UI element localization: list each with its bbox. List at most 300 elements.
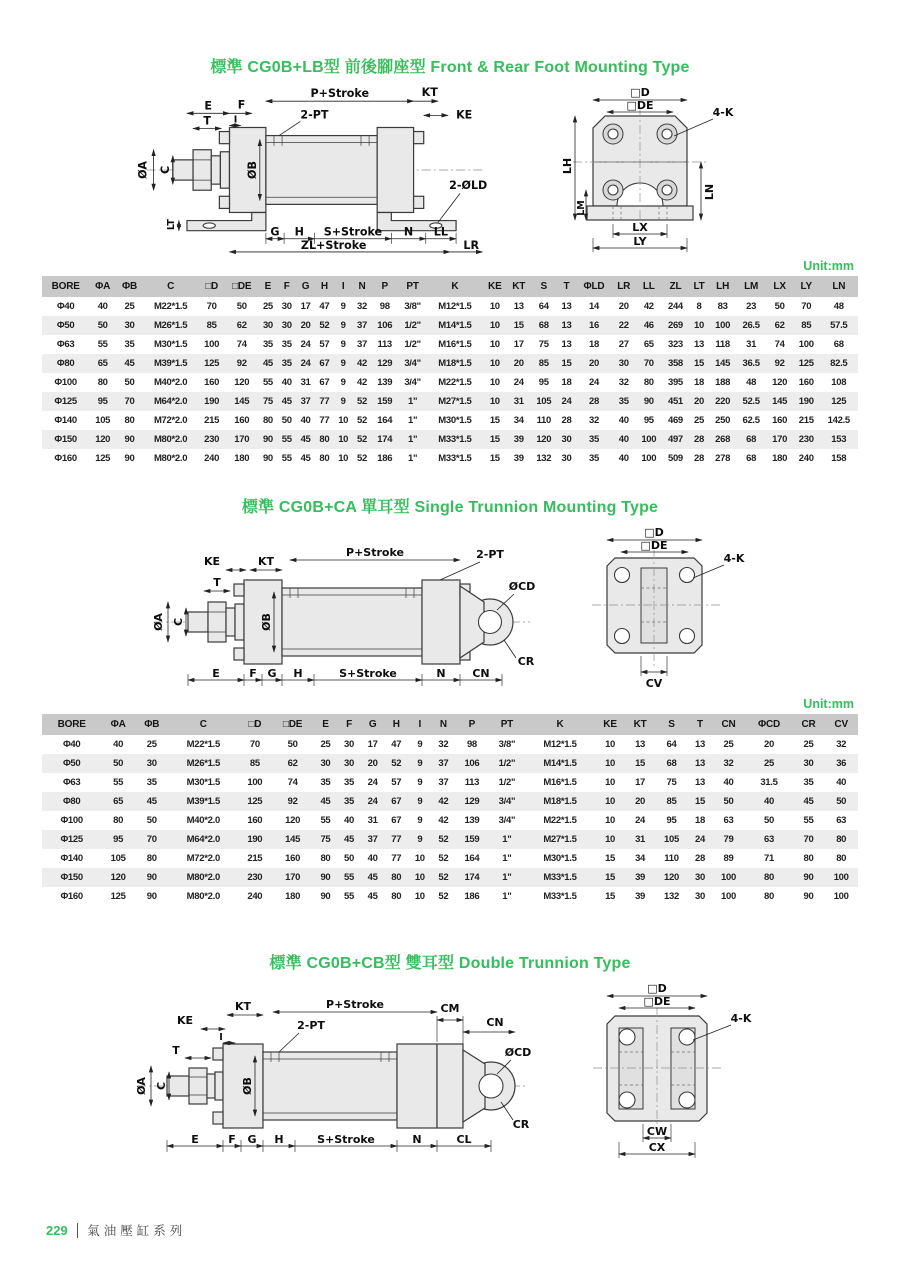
table-cell: 240	[204, 453, 220, 464]
table-cell: M80*2.0	[186, 872, 220, 883]
dim-label-s-stroke: S+Stroke	[339, 667, 397, 680]
table-cell: 20	[618, 301, 629, 312]
rod-thread	[172, 160, 192, 180]
dim-label-2-phi-ld: 2-ØLD	[448, 179, 487, 193]
table-cell: 30	[803, 758, 814, 769]
table-cell: 164	[377, 415, 393, 426]
table-cell: 40	[618, 415, 629, 426]
table-cell: 15	[605, 891, 616, 902]
table-cell: 36	[836, 758, 847, 769]
table-cell: 52	[357, 453, 367, 464]
table-cell: 110	[536, 415, 551, 426]
table-cell: 24	[300, 339, 311, 350]
table-cell: 9	[417, 834, 423, 845]
table-cell: 63	[836, 815, 847, 826]
dim-label-n: N	[436, 667, 446, 680]
rod-lock-nut	[235, 604, 244, 640]
table-cell: 50	[236, 301, 247, 312]
table-cell: 20	[367, 758, 378, 769]
table-cell: 174	[377, 434, 393, 445]
table-cell: 67	[391, 815, 402, 826]
table-cell: 20	[763, 739, 774, 750]
table-cell: 85	[801, 320, 812, 331]
table-cell: 31.5	[760, 777, 778, 788]
table-cell: 120	[536, 434, 552, 445]
table-cell: 31	[635, 834, 646, 845]
dim-label-ll: LL	[433, 225, 448, 239]
table-cell: 100	[715, 320, 731, 331]
table-cell: 10	[414, 853, 425, 864]
table-cell: 55	[344, 891, 355, 902]
table-cell: 30	[561, 453, 572, 464]
table-cell: 15	[561, 358, 572, 369]
cylinder-body	[146, 127, 482, 230]
table-cell: 55	[344, 872, 355, 883]
table-cell: 10	[489, 396, 500, 407]
table-cell: 120	[772, 377, 788, 388]
column-header: LR	[612, 276, 635, 297]
table-cell: 80	[319, 434, 330, 445]
bottom-dimension-chain	[229, 226, 482, 252]
table-cell: M30*1.5	[186, 777, 220, 788]
table-cell: 170	[285, 872, 301, 883]
table-cell: 125	[110, 891, 126, 902]
column-header: E	[314, 714, 338, 735]
dim-label-t: T	[202, 114, 211, 128]
dim-label-2pt: 2-PT	[297, 1019, 325, 1032]
table-cell: M33*1.5	[438, 453, 472, 464]
table-cell: 27	[618, 339, 629, 350]
tie-rod-nut	[213, 1112, 223, 1124]
table-cell: 30	[320, 758, 331, 769]
dim-label-ke: KE	[203, 555, 221, 568]
table-cell: 10	[605, 815, 616, 826]
table-cell: 20	[588, 358, 599, 369]
table-cell: 395	[667, 377, 683, 388]
table-cell: M80*2.0	[153, 434, 188, 445]
table-cell: 10	[414, 872, 425, 883]
table-cell: 28	[561, 415, 572, 426]
dim-label-c: C	[158, 165, 172, 175]
table-cell: 98	[466, 739, 477, 750]
foot-mounting-side-view-diagram	[126, 85, 511, 259]
unit-label: Unit:mm	[803, 259, 854, 273]
table-cell: 25	[146, 739, 157, 750]
trunnion-block	[437, 1044, 463, 1128]
column-header: P	[455, 714, 488, 735]
table-cell: 77	[319, 415, 330, 426]
table-cell: 1/2"	[498, 777, 516, 788]
table-cell: 65	[643, 339, 654, 350]
column-header: □D	[198, 276, 225, 297]
table-cell: 55	[97, 339, 108, 350]
table-header-row	[42, 714, 858, 735]
table-cell: 35	[588, 434, 599, 445]
table-cell: 30	[124, 320, 135, 331]
mounting-hole	[680, 629, 695, 644]
table-cell: 85	[249, 758, 260, 769]
column-header: KT	[625, 714, 654, 735]
table-cell: 50	[281, 415, 292, 426]
table-cell: M18*1.5	[438, 358, 472, 369]
table-cell: 74	[774, 339, 785, 350]
table-cell: 14	[588, 301, 599, 312]
table-cell: 65	[113, 796, 124, 807]
table-cell: 70	[206, 301, 217, 312]
table-cell: 132	[536, 453, 552, 464]
table-cell: 31	[367, 815, 378, 826]
table-cell: 9	[340, 358, 346, 369]
table-cell: 40	[836, 777, 847, 788]
table-cell: 1"	[502, 872, 512, 883]
column-header: ΦLD	[576, 276, 612, 297]
column-header: KE	[483, 276, 507, 297]
table-cell: 10	[489, 320, 500, 331]
table-cell: 142.5	[827, 415, 850, 426]
table-cell: 159	[377, 396, 393, 407]
dim-label-cn: CN	[486, 1016, 504, 1029]
table-cell: M18*1.5	[543, 796, 577, 807]
table-cell: 62	[774, 320, 785, 331]
table-cell: 80	[124, 415, 135, 426]
table-cell: 63	[763, 834, 774, 845]
table-cell: 25	[320, 739, 331, 750]
column-header: T	[688, 714, 712, 735]
table-cell: 45	[803, 796, 814, 807]
table-row	[42, 392, 858, 411]
table-cell: 105	[110, 853, 126, 864]
table-cell: 77	[391, 834, 402, 845]
table-cell: M30*1.5	[543, 853, 577, 864]
table-cell: 22	[618, 320, 629, 331]
table-cell: 89	[723, 853, 734, 864]
table-cell: 42	[438, 815, 449, 826]
table-cell: 9	[417, 777, 423, 788]
column-header: LX	[766, 276, 793, 297]
dim-label-g: G	[247, 1133, 257, 1146]
table-cell: 3/4"	[498, 796, 516, 807]
table-cell: 1"	[407, 434, 418, 445]
dim-label-f: F	[237, 98, 245, 112]
rear-head	[397, 1044, 437, 1128]
table-cell: 18	[588, 339, 599, 350]
table-cell: 45	[320, 796, 331, 807]
table-cell: 82.5	[830, 358, 848, 369]
column-header: K	[525, 714, 595, 735]
column-header: LH	[709, 276, 736, 297]
table-cell: 497	[667, 434, 683, 445]
table-row	[42, 830, 858, 849]
column-header: □DE	[225, 276, 259, 297]
table-cell: Φ63	[62, 777, 81, 788]
table-cell: Φ140	[60, 853, 83, 864]
table-cell: 70	[801, 301, 812, 312]
table-cell: 220	[715, 396, 731, 407]
unit-label: Unit:mm	[803, 697, 854, 711]
table-cell: 80	[391, 891, 402, 902]
column-header: I	[408, 714, 432, 735]
table-cell: 57	[391, 777, 402, 788]
table-cell: 77	[319, 396, 330, 407]
table-cell: 13	[561, 339, 572, 350]
table-cell: 55	[262, 377, 273, 388]
table-cell: 28	[694, 434, 705, 445]
table-cell: 80	[763, 872, 774, 883]
table-cell: 15	[489, 453, 500, 464]
table-row	[42, 754, 858, 773]
table-cell: 10	[414, 891, 425, 902]
table-cell: 90	[803, 891, 814, 902]
column-header: CV	[824, 714, 858, 735]
table-cell: 10	[605, 796, 616, 807]
table-cell: 74	[236, 339, 247, 350]
table-cell: M12*1.5	[543, 739, 577, 750]
table-cell: Φ40	[62, 739, 81, 750]
table-cell: 17	[367, 739, 378, 750]
table-cell: 190	[204, 396, 220, 407]
cylinder-tube	[263, 1052, 397, 1120]
table-cell: 37	[367, 834, 378, 845]
foot-bolt-hole	[203, 223, 215, 228]
table-cell: 13	[635, 739, 646, 750]
table-cell: 3/4"	[498, 815, 516, 826]
table-cell: 80	[113, 815, 124, 826]
single-trunnion-dimension-table	[42, 714, 858, 906]
section-title-double-trunnion: 標準 CG0B+CB型 雙耳型 Double Trunnion Type	[269, 955, 631, 972]
table-cell: 25	[262, 301, 273, 312]
table-cell: 80	[803, 853, 814, 864]
table-cell: 45	[146, 796, 157, 807]
dim-label-square-de: □DE	[640, 539, 668, 552]
table-cell: 358	[667, 358, 683, 369]
table-cell: 1"	[407, 396, 418, 407]
table-cell: Φ150	[54, 434, 77, 445]
table-cell: 55	[281, 434, 292, 445]
table-cell: 145	[285, 834, 301, 845]
tie-rod-nut	[234, 584, 244, 596]
table-cell: 105	[536, 396, 552, 407]
section-title-foot-mounting: 標準 CG0B+LB型 前後腳座型 Front & Rear Foot Mounting Type	[210, 59, 690, 76]
double-trunnion-side-view-diagram	[123, 997, 533, 1169]
dim-label-cn: CN	[472, 667, 490, 680]
table-cell: 24	[513, 377, 524, 388]
column-header: LM	[736, 276, 766, 297]
mounting-hole	[679, 1092, 695, 1108]
dim-label-f: F	[249, 667, 257, 680]
table-cell: 230	[798, 434, 814, 445]
table-cell: 74	[287, 777, 298, 788]
table-cell: 100	[641, 434, 657, 445]
dim-label-2pt: 2-PT	[299, 108, 328, 122]
table-cell: 50	[836, 796, 847, 807]
tie-rod-nut	[413, 132, 423, 144]
table-cell: M72*2.0	[153, 415, 188, 426]
dim-label-ly: LY	[632, 235, 647, 248]
table-cell: 100	[641, 453, 657, 464]
column-header: G	[296, 276, 315, 297]
table-cell: 17	[300, 301, 311, 312]
table-cell: 70	[643, 358, 654, 369]
table-cell: 25	[694, 415, 705, 426]
dim-label-ke: KE	[176, 1014, 194, 1027]
table-cell: 323	[667, 339, 683, 350]
column-header: G	[361, 714, 385, 735]
table-cell: 50	[146, 815, 157, 826]
table-cell: 52	[319, 320, 330, 331]
table-cell: 23	[746, 301, 757, 312]
table-cell: M16*1.5	[438, 339, 472, 350]
table-cell: 1"	[407, 415, 418, 426]
dim-label-cl: CL	[456, 1133, 472, 1146]
table-cell: 40	[97, 301, 108, 312]
table-cell: 139	[464, 815, 480, 826]
table-cell: 45	[262, 358, 273, 369]
table-cell: 159	[464, 834, 480, 845]
table-cell: 145	[234, 396, 250, 407]
table-cell: 9	[340, 320, 346, 331]
table-cell: 30	[262, 320, 273, 331]
table-cell: 125	[204, 358, 220, 369]
table-cell: Φ100	[60, 815, 83, 826]
table-cell: M27*1.5	[438, 396, 472, 407]
column-header: ΦCD	[745, 714, 792, 735]
foot-mounting-diagram-row	[42, 85, 858, 259]
table-cell: 80	[146, 853, 157, 864]
table-cell: 40	[300, 415, 311, 426]
table-cell: 32	[618, 377, 629, 388]
table-cell: 35	[344, 777, 355, 788]
dim-label-e: E	[203, 99, 212, 113]
table-cell: 20	[300, 320, 311, 331]
column-header: ΦB	[116, 276, 143, 297]
table-cell: 75	[666, 777, 677, 788]
dim-label-t: T	[172, 1044, 180, 1057]
table-cell: 1"	[502, 891, 512, 902]
mounting-hole	[615, 568, 630, 583]
front-foot-bracket	[186, 212, 265, 230]
table-cell: 120	[95, 434, 111, 445]
table-cell: 250	[715, 415, 731, 426]
column-header: C	[143, 276, 198, 297]
table-cell: 1"	[502, 853, 512, 864]
table-cell: 77	[391, 853, 402, 864]
table-cell: 10	[605, 739, 616, 750]
column-header: I	[334, 276, 353, 297]
table-cell: 160	[798, 377, 814, 388]
table-cell: M22*1.5	[438, 377, 472, 388]
table-cell: 37	[300, 396, 311, 407]
dim-label-kt: KT	[421, 86, 438, 100]
table-cell: 32	[836, 739, 847, 750]
dim-label-cv: CV	[645, 677, 663, 690]
table-cell: M22*1.5	[153, 301, 188, 312]
dim-label-h: H	[274, 1133, 284, 1146]
table-cell: 1/2"	[498, 758, 516, 769]
tie-rod-nut	[219, 132, 229, 144]
table-cell: 15	[635, 758, 646, 769]
table-cell: 48	[833, 301, 844, 312]
table-cell: 170	[234, 434, 250, 445]
table-cell: 160	[247, 815, 263, 826]
table-cell: 9	[340, 339, 346, 350]
table-cell: M72*2.0	[186, 853, 220, 864]
table-cell: 35	[124, 339, 135, 350]
table-row	[42, 297, 858, 316]
table-cell: 40	[723, 777, 734, 788]
table-cell: 17	[635, 777, 646, 788]
table-cell: 170	[772, 434, 788, 445]
rear-head	[422, 580, 460, 664]
rod-collar	[207, 1074, 215, 1098]
table-cell: 10	[489, 377, 500, 388]
dim-label-n: N	[403, 225, 413, 239]
table-cell: 13	[561, 301, 572, 312]
dim-label-p-stroke: P+Stroke	[326, 998, 384, 1011]
table-cell: 39	[635, 891, 646, 902]
table-cell: 10	[489, 301, 500, 312]
table-cell: 24	[695, 834, 705, 845]
rod-thread	[167, 1076, 189, 1096]
rod-collar	[226, 608, 235, 636]
table-cell: 35	[320, 777, 331, 788]
table-cell: 10	[338, 415, 349, 426]
table-cell: 35	[281, 358, 292, 369]
table-cell: 25	[803, 739, 814, 750]
table-cell: 50	[287, 739, 298, 750]
table-cell: M40*2.0	[153, 377, 188, 388]
table-cell: 63	[723, 815, 734, 826]
table-cell: 50	[723, 796, 734, 807]
table-cell: 68	[746, 453, 757, 464]
table-cell: 1"	[502, 834, 512, 845]
table-cell: 35	[262, 339, 273, 350]
table-cell: 52	[438, 891, 449, 902]
table-cell: 83	[717, 301, 728, 312]
table-cell: 80	[391, 872, 402, 883]
table-cell: 57	[319, 339, 330, 350]
table-cell: 24	[367, 796, 378, 807]
table-cell: Φ160	[54, 453, 77, 464]
table-cell: 52.5	[742, 396, 760, 407]
rod-thread	[188, 612, 208, 632]
table-cell: 52	[357, 396, 367, 407]
table-cell: 13	[695, 739, 705, 750]
table-cell: 95	[538, 377, 549, 388]
table-cell: 15	[694, 358, 705, 369]
dim-label-e: E	[191, 1133, 199, 1146]
table-cell: 70	[803, 834, 814, 845]
double-trunnion-end-view-diagram	[547, 981, 777, 1169]
table-cell: M30*1.5	[153, 339, 188, 350]
table-cell: 215	[247, 853, 263, 864]
foot-mounting-dimension-table	[42, 276, 858, 468]
table-cell: Φ80	[56, 358, 75, 369]
dim-label-square-d: □D	[629, 86, 650, 99]
table-cell: 35	[146, 777, 157, 788]
column-header: C	[169, 714, 239, 735]
column-header: KT	[507, 276, 530, 297]
table-cell: 39	[635, 872, 646, 883]
bottom-dimension-chain	[167, 1133, 491, 1152]
table-cell: 62	[236, 320, 247, 331]
table-cell: 71	[763, 853, 774, 864]
table-cell: M27*1.5	[543, 834, 577, 845]
column-header: ΦA	[101, 714, 135, 735]
table-cell: 62	[287, 758, 298, 769]
single-trunnion-diagram-row	[42, 525, 858, 697]
table-cell: 57.5	[830, 320, 848, 331]
series-title: 氣油壓缸系列	[87, 1224, 187, 1238]
